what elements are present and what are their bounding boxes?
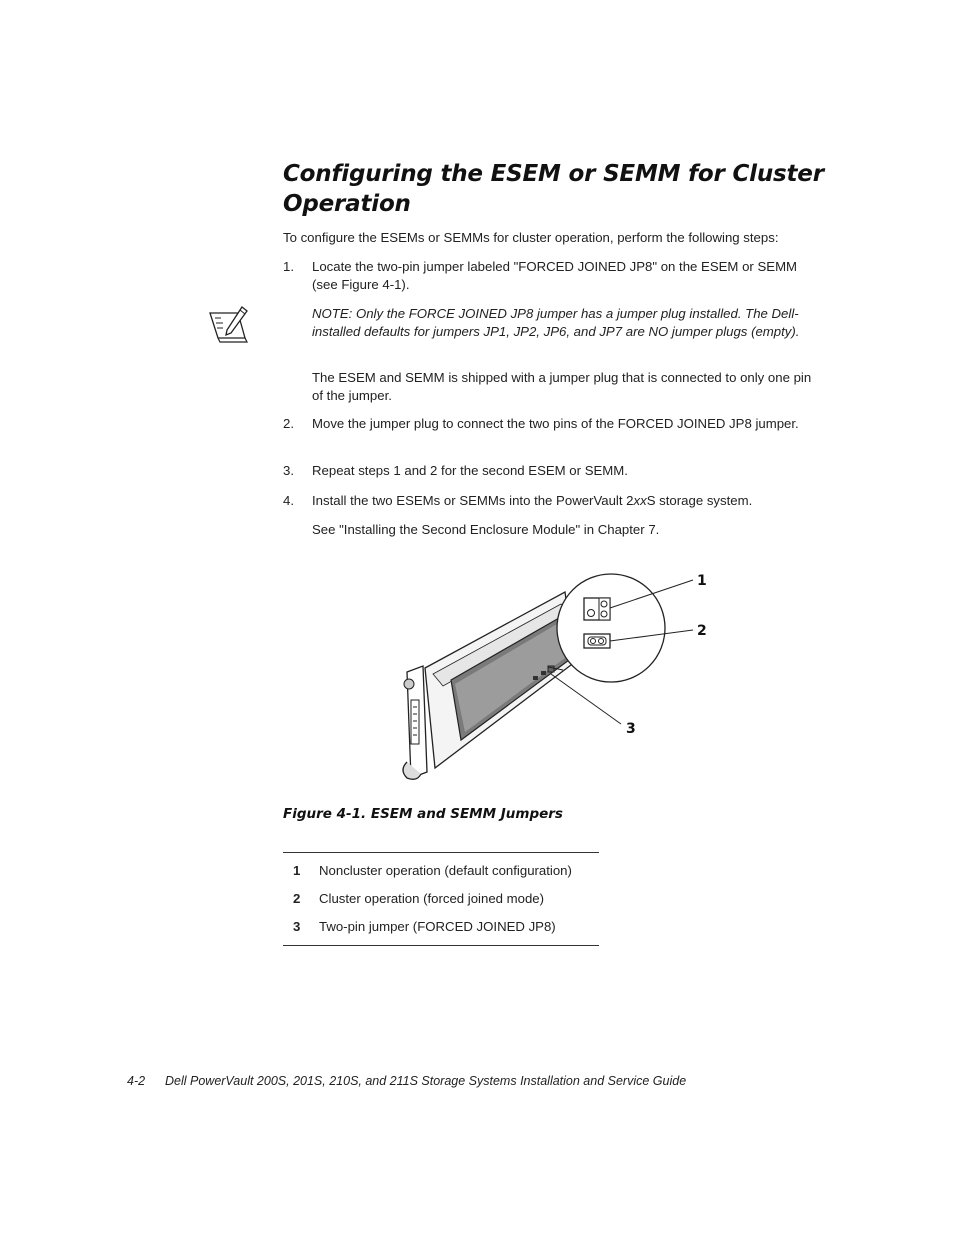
intro-text: To configure the ESEMs or SEMMs for cluster operation, perform the following steps: [283,230,779,245]
legend-number: 3 [293,919,301,934]
legend-text: Two-pin jumper (FORCED JOINED JP8) [319,919,556,934]
legend-row [283,857,599,885]
step-4-text: Install the two ESEMs or SEMMs into the PowerVault 2xxS storage system. [312,493,753,508]
step-2-number: 2. [283,416,294,431]
step-3-text: Repeat steps 1 and 2 for the second ESEM or SEMM. [312,463,628,478]
callout-3: 3 [626,721,636,737]
note-text: NOTE: Only the FORCE JOINED JP8 jumper has a jumper plug installed. The Dell-installed defaults for jumpers JP1, JP2, JP6, and JP7 are NO jumper plugs (empty). [312,306,800,339]
shipped-text: The ESEM and SEMM is shipped with a jumper plug that is connected to only one pin of the jumper. [312,370,812,403]
legend-text: Noncluster operation (default configuration) [319,863,572,878]
step-2-text: Move the jumper plug to connect the two pins of the FORCED JOINED JP8 jumper. [312,416,799,431]
page-footer [127,1074,686,1088]
step-1-text: Locate the two-pin jumper labeled "FORCED JOINED JP8" on the ESEM or SEMM (see Figure 4-1). [312,259,798,292]
figure-legend-table [283,852,599,946]
figure-caption: Figure 4-1. ESEM and SEMM Jumpers [283,806,563,822]
legend-number: 2 [293,891,301,906]
esem-jumper-illustration [385,562,725,792]
legend-row [283,885,599,913]
callout-2: 2 [697,623,707,639]
page-number: 4-2 [127,1074,146,1088]
legend-number: 1 [293,863,301,878]
callout-1: 1 [697,573,707,589]
pencil-note-icon [207,305,249,345]
legend-row [283,913,599,941]
page-title: Configuring the ESEM or SEMM for Cluster Operation [283,161,824,217]
legend-text: Cluster operation (forced joined mode) [319,891,545,906]
step-1-number: 1. [283,259,294,274]
step-4-number: 4. [283,493,294,508]
see-chapter-text: See "Installing the Second Enclosure Module" in Chapter 7. [312,522,660,537]
footer-title: Dell PowerVault 200S, 201S, 210S, and 211S Storage Systems Installation and Service Guide [165,1074,687,1088]
step-3-number: 3. [283,463,294,478]
